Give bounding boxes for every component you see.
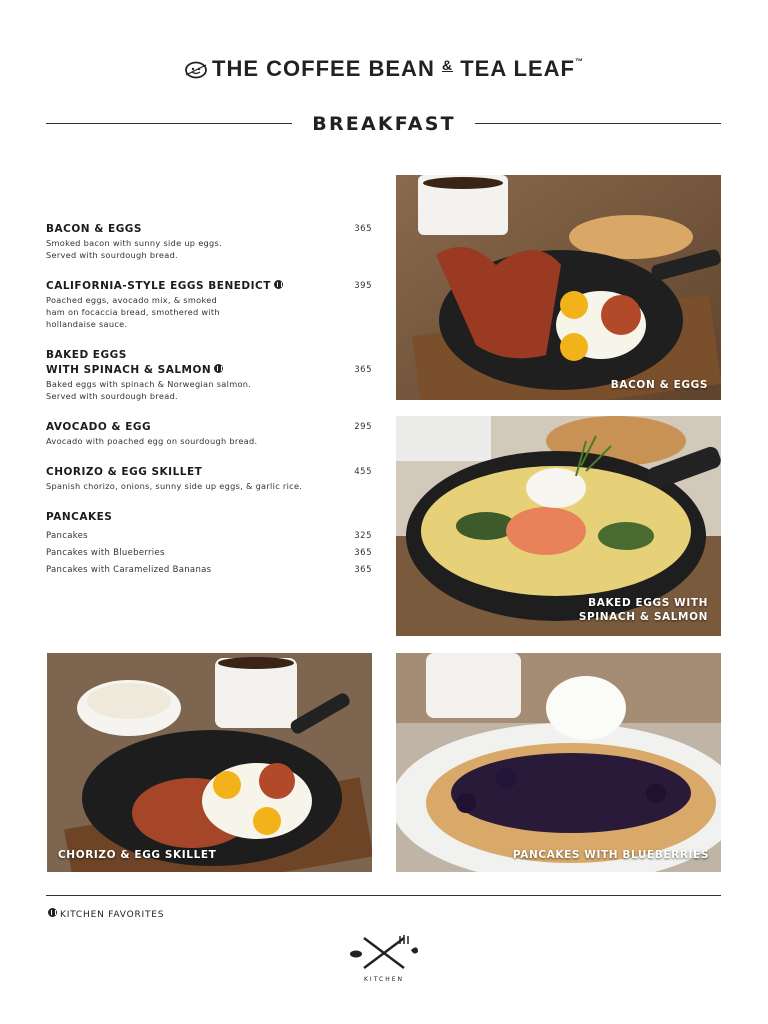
pancake-label: Pancakes (46, 531, 88, 541)
footnote-text: KITCHEN FAVORITES (60, 910, 165, 920)
photo-label: BACON & EGGS (610, 379, 708, 391)
pancake-label: Pancakes with Caramelized Bananas (46, 565, 212, 575)
kitchen-logo-text: KITCHEN (364, 976, 404, 983)
photo-pancakes-blueberries (396, 653, 721, 872)
photo-label: CHORIZO & EGG SKILLET (58, 849, 217, 861)
item-desc-line: Smoked bacon with sunny side up eggs. (46, 238, 223, 248)
item-price: 455 (354, 467, 372, 477)
crossed-fork-knife-icon (348, 932, 420, 972)
photo-label: PANCAKES WITH BLUEBERRIES (512, 849, 709, 861)
item-desc-line: Baked eggs with spinach & Norwegian salmon. (46, 379, 252, 389)
brand-name: THE COFFEE BEAN (212, 56, 435, 81)
section-title: BREAKFAST (312, 113, 456, 135)
item-name: CHORIZO & EGG SKILLET (46, 466, 203, 478)
item-desc-line: Poached eggs, avocado mix, & smoked (46, 295, 218, 305)
kitchen-favorite-icon (214, 364, 223, 373)
item-name: BACON & EGGS (46, 223, 142, 235)
kitchen-logo (348, 932, 420, 983)
pancake-price: 325 (354, 531, 372, 541)
pancake-row (46, 545, 372, 562)
menu-item (46, 465, 372, 492)
menu-list (46, 222, 372, 597)
item-name: AVOCADO & EGG (46, 421, 152, 433)
pancake-price: 365 (354, 548, 372, 558)
pancake-price: 365 (354, 565, 372, 575)
item-desc-line: Served with sourdough bread. (46, 250, 178, 260)
kitchen-favorite-icon (48, 908, 57, 917)
photo-label (579, 596, 708, 624)
brand-ampersand: & (441, 57, 454, 73)
photo-bacon-eggs (396, 175, 721, 400)
item-name-row (46, 363, 372, 378)
item-price: 365 (354, 365, 372, 375)
pancake-label: Pancakes with Blueberries (46, 548, 165, 558)
footer-rule (46, 895, 721, 896)
photo-label-line: SPINACH & SALMON (578, 611, 708, 623)
item-desc-line: Spanish chorizo, onions, sunny side up eggs, & garlic rice. (46, 481, 303, 491)
menu-item-pancakes (46, 510, 372, 579)
item-name: CALIFORNIA-STYLE EGGS BENEDICT (46, 280, 271, 292)
menu-item (46, 222, 372, 261)
photo-label-line: BAKED EGGS WITH (588, 597, 708, 609)
item-name: WITH SPINACH & SALMON (46, 364, 212, 376)
coffee-bean-logo-icon (184, 59, 208, 85)
brand-name-tail: TEA LEAF (460, 56, 575, 81)
item-price: 295 (354, 422, 372, 432)
item-name-line1: BAKED EGGS (46, 349, 127, 361)
item-price: 365 (354, 224, 372, 234)
menu-item (46, 279, 372, 330)
item-desc-line: ham on focaccia bread, smothered with (46, 307, 220, 317)
photo-chorizo-skillet (47, 653, 372, 872)
menu-item (46, 420, 372, 447)
item-desc-line: hollandaise sauce. (46, 319, 128, 329)
menu-item (46, 348, 372, 402)
brand-title (0, 56, 768, 85)
item-price: 395 (354, 281, 372, 291)
item-desc-line: Avocado with poached egg on sourdough bread. (46, 436, 258, 446)
item-name: PANCAKES (46, 511, 113, 523)
item-name-row (46, 279, 372, 294)
kitchen-favorites-note (48, 908, 164, 920)
kitchen-favorite-icon (274, 280, 283, 289)
pancake-row (46, 562, 372, 579)
item-desc-line: Served with sourdough bread. (46, 391, 178, 401)
pancake-row (46, 528, 372, 545)
trademark: ™ (574, 57, 584, 66)
photo-baked-eggs (396, 416, 721, 636)
